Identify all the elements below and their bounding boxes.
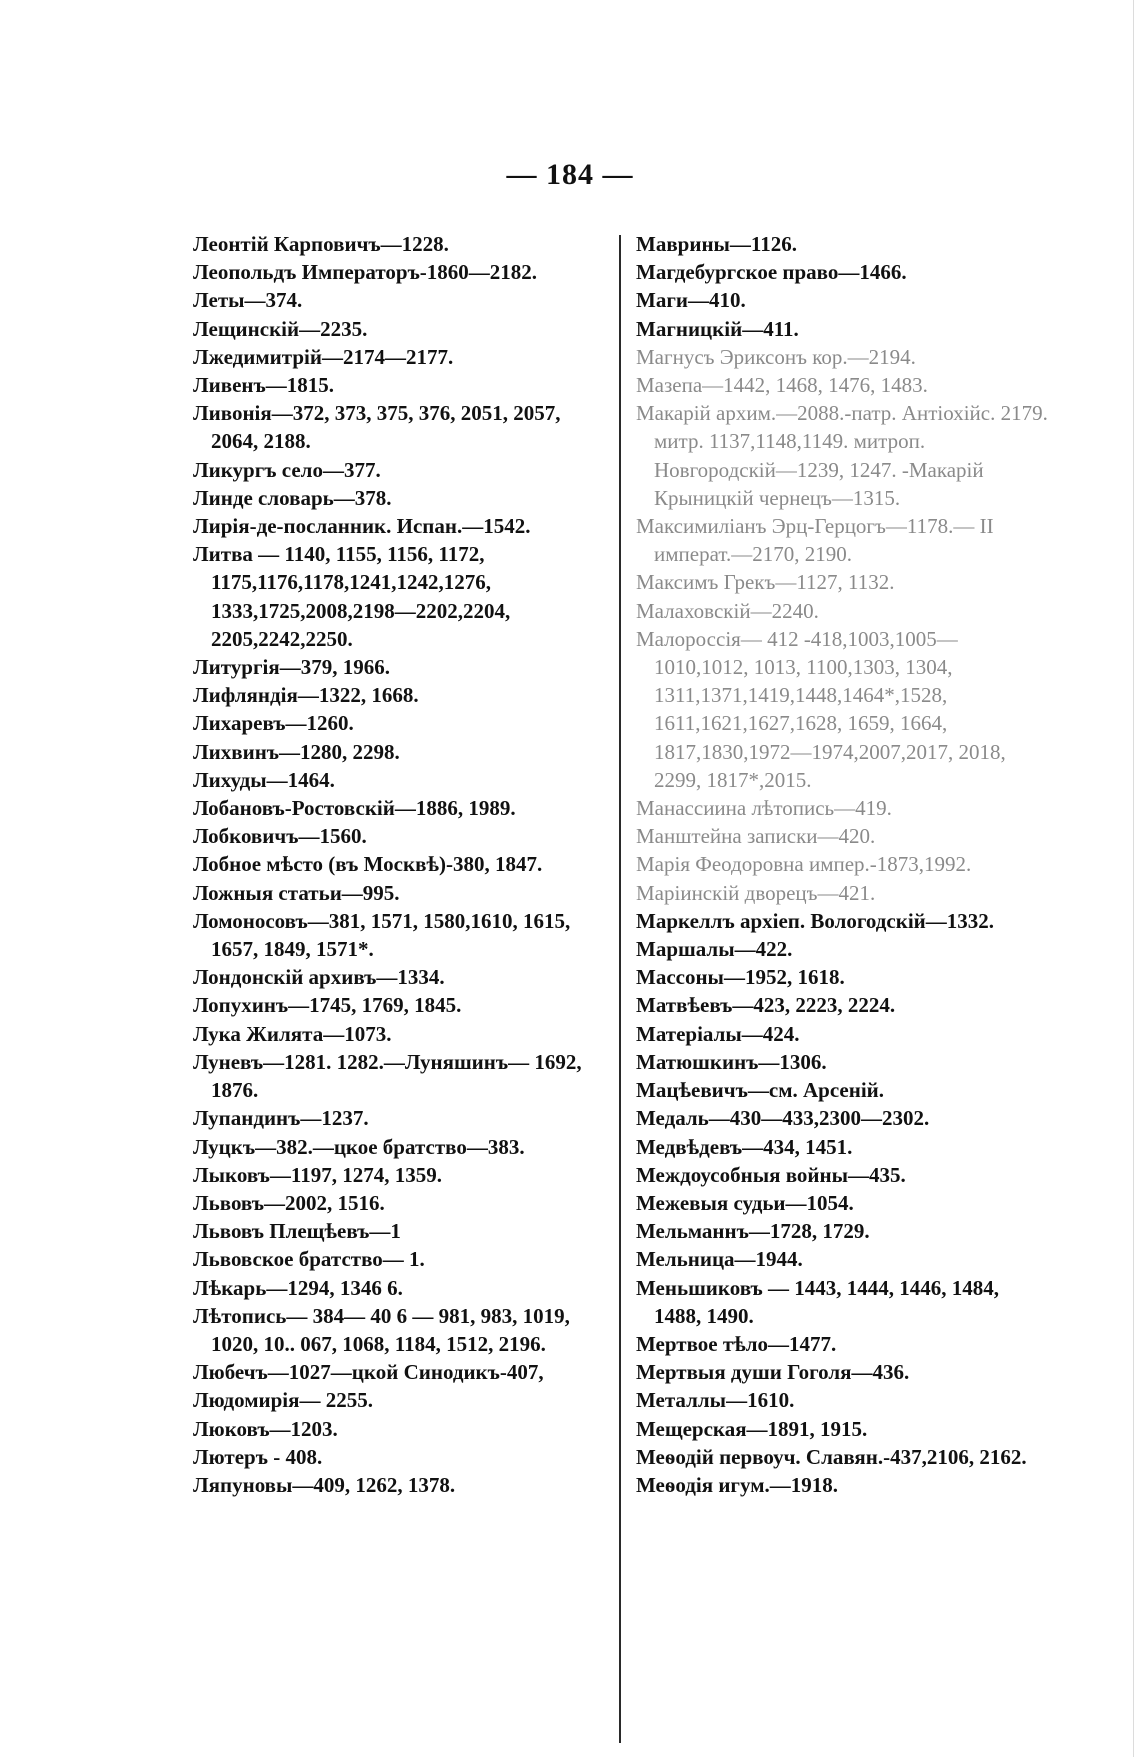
- index-entry: Львовъ—2002, 1516.: [193, 1190, 385, 1215]
- index-entry: Ляпуновы—409, 1262, 1378.: [193, 1472, 456, 1497]
- index-entry: Мертвыя души Гоголя—436.: [636, 1360, 910, 1385]
- index-entry: Лобное мѣсто (въ Москвѣ)-380, 1847.: [193, 852, 543, 877]
- index-entry: Междоусобныя войны—435.: [636, 1162, 906, 1187]
- index-entry: Манассиина лѣтопись—419.: [636, 796, 892, 821]
- index-entry: Лобановъ-Ростовскій—1886, 1989.: [193, 796, 516, 821]
- index-entry: Лѣтопись— 384— 40 6 — 981, 983, 1019, 1020, 10.. 067, 1068, 1184, 1512, 2196.: [193, 1303, 570, 1356]
- index-entry: Максимиліанъ Эрц-Герцогъ—1178.— II императ.—2170, 2190.: [636, 514, 994, 567]
- index-entry: Луцкъ—382.—цкое братство—383.: [193, 1134, 525, 1159]
- index-entry: Мертвое тѣло—1477.: [636, 1331, 837, 1356]
- index-entry: Ломоносовъ—381, 1571, 1580,1610, 1615, 1657, 1849, 1571*.: [193, 908, 571, 962]
- index-entry: Лѣкарь—1294, 1346 6.: [193, 1275, 403, 1300]
- index-entry: Людомирія— 2255.: [193, 1388, 373, 1413]
- index-entry: Марія Феодоровна импер.-1873,1992.: [636, 852, 972, 877]
- index-entry: Лещинскій—2235.: [193, 316, 368, 341]
- index-entry: Леонтій Карповичъ—1228.: [193, 232, 449, 256]
- index-entry: Маршалы—422.: [636, 937, 793, 962]
- index-entry: Маркеллъ архіеп. Вологодскій—1332.: [636, 908, 995, 933]
- index-entry: Массоны—1952, 1618.: [636, 965, 845, 990]
- page-edge-line: [1133, 0, 1134, 1757]
- index-entry: Львовское братство— 1.: [193, 1247, 425, 1272]
- index-entry: Меѳодія игум.—1918.: [636, 1472, 838, 1497]
- index-entry: Лихуды—1464.: [193, 767, 335, 792]
- index-entry: Маги—410.: [636, 288, 746, 313]
- index-entry: Лондонскій архивъ—1334.: [193, 965, 445, 990]
- index-entry: Литургія—379, 1966.: [193, 655, 390, 680]
- index-entry: Мельманнъ—1728, 1729.: [636, 1219, 870, 1244]
- index-entry: Меньшиковъ — 1443, 1444, 1446, 1484, 1488, 1490.: [636, 1275, 1000, 1328]
- index-entry: Медаль—430—433,2300—2302.: [636, 1106, 930, 1131]
- index-entry: Максимъ Грекъ—1127, 1132.: [636, 570, 895, 595]
- index-entry: Лифляндія—1322, 1668.: [193, 683, 419, 708]
- index-entry: Лирія-де-посланник. Испан.—1542.: [193, 514, 531, 539]
- index-entry: Медвѣдевъ—434, 1451.: [636, 1134, 853, 1159]
- index-entry: Мацѣевичъ—см. Арсеній.: [636, 1078, 885, 1103]
- index-entry: Малаховскій—2240.: [636, 598, 819, 623]
- index-column-left: [193, 230, 608, 1499]
- index-entry: Лыковъ—1197, 1274, 1359.: [193, 1162, 442, 1187]
- index-entry: Маврины—1126.: [636, 232, 798, 256]
- index-entry: Малороссія— 412 -418,1003,1005— 1010,1012, 1013, 1100,1303, 1304, 1311,1371,1419,1448,1464*,1528, 1611,1621,1627,1628, 1659, 1664, 1817,1830,1972—1974,2007,2017, 2018, 2299, 1817*,2015.: [636, 626, 1006, 792]
- column-divider: [619, 235, 621, 1743]
- index-entry: Матвѣевъ—423, 2223, 2224.: [636, 993, 896, 1018]
- index-entry: Межевыя судьи—1054.: [636, 1190, 854, 1215]
- index-entry: Ложныя статьи—995.: [193, 880, 400, 905]
- index-entry: Лихаревъ—1260.: [193, 711, 354, 736]
- index-entry: Ливенъ—1815.: [193, 373, 335, 398]
- index-entry: Линде словарь—378.: [193, 485, 392, 510]
- index-entry: Мазепа—1442, 1468, 1476, 1483.: [636, 373, 928, 398]
- index-entry: Металлы—1610.: [636, 1388, 795, 1413]
- index-entry: Лжедимитрій—2174—2177.: [193, 344, 454, 369]
- index-entry: Леопольдъ Императоръ-1860—2182.: [193, 260, 538, 285]
- index-entry: Магдебургское право—1466.: [636, 260, 907, 285]
- index-entry: Маріинскій дворецъ—421.: [636, 880, 876, 905]
- index-entry: Матеріалы—424.: [636, 1021, 800, 1046]
- index-entry: Ликургъ село—377.: [193, 457, 381, 482]
- index-entry: Львовъ Плещѣевъ—1: [193, 1219, 401, 1244]
- index-entry: Лобковичъ—1560.: [193, 824, 367, 849]
- index-entry: Мельница—1944.: [636, 1247, 803, 1272]
- index-entry: Люковъ—1203.: [193, 1416, 338, 1441]
- index-entry: Луневъ—1281. 1282.—Луняшинъ— 1692, 1876.: [193, 1049, 582, 1103]
- index-entry: Магницкій—411.: [636, 316, 799, 341]
- index-entry: Лихвинъ—1280, 2298.: [193, 739, 400, 764]
- index-entry: Матюшкинъ—1306.: [636, 1049, 827, 1074]
- page-number: — 184 —: [506, 158, 634, 191]
- index-entry: Мещерская—1891, 1915.: [636, 1416, 868, 1441]
- index-entry: Лютеръ - 408.: [193, 1444, 323, 1469]
- index-entry: Манштейна записки—420.: [636, 824, 876, 849]
- index-entry: Магнусъ Эриксонъ кор.—2194.: [636, 344, 916, 369]
- index-entry: Ливонія—372, 373, 375, 376, 2051, 2057, 2064, 2188.: [193, 401, 561, 454]
- index-entry: Леты—374.: [193, 288, 303, 313]
- index-entry: Лука Жилята—1073.: [193, 1021, 392, 1046]
- index-entry: Меѳодій первоуч. Славян.-437,2106, 2162.: [636, 1444, 1027, 1469]
- index-column-right: [636, 230, 1051, 1499]
- index-entry: Любечъ—1027—цкой Синодикъ-407,: [193, 1360, 544, 1385]
- index-entry: Лупандинъ—1237.: [193, 1106, 369, 1131]
- index-entry: Макарій архим.—2088.-патр. Антіохійс. 2179. митр. 1137,1148,1149. митроп. Новгородскій—1239, 1247. -Макарій Крыницкій чернецъ—1315.: [636, 401, 1048, 510]
- index-entry: Лопухинъ—1745, 1769, 1845.: [193, 993, 462, 1018]
- index-entry: Литва — 1140, 1155, 1156, 1172, 1175,1176,1178,1241,1242,1276, 1333,1725,2008,2198—2202,2204, 2205,2242,2250.: [193, 542, 511, 651]
